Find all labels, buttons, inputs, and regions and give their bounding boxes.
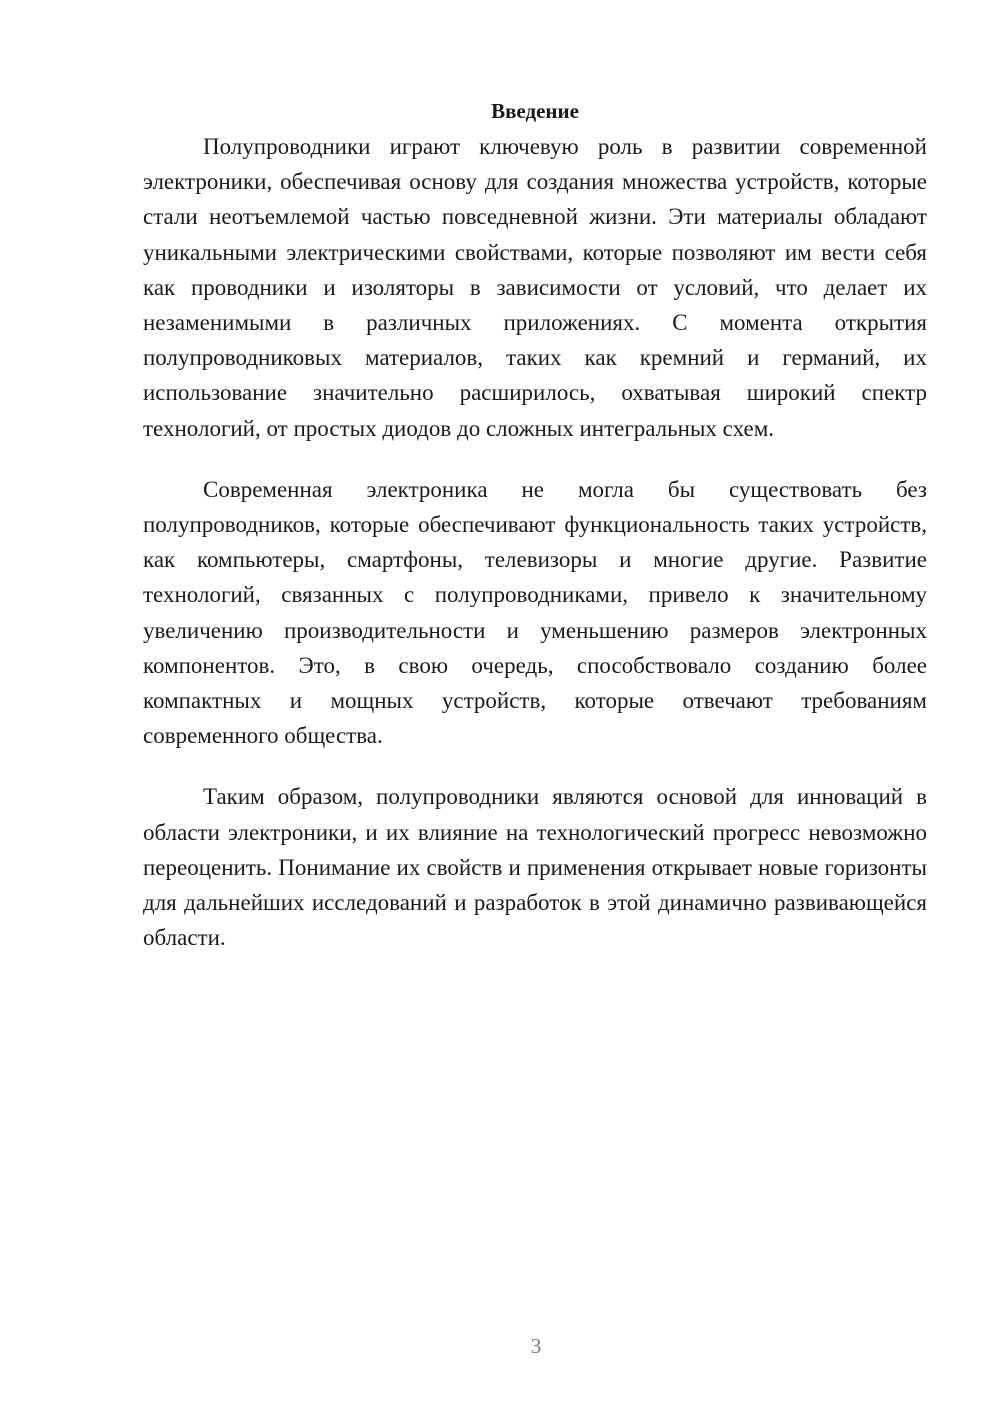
paragraph-spacer	[143, 446, 927, 472]
paragraph-spacer	[143, 753, 927, 779]
paragraph-2: Современная электроника не могла бы существовать без полупроводников, которые обеспечивают функциональность таких устройств, как компьютеры, смартфоны, телевизоры и многие другие. Развитие технологий, связанных с полупроводниками, привело к значительному увеличению производительности и уменьшению размеров электронных компонентов. Это, в свою очередь, способствовало созданию более компактных и мощных устройств, которые отвечают требованиям современного общества.	[143, 476, 927, 749]
page-content	[143, 94, 927, 955]
paragraph-3: Таким образом, полупроводники являются основой для инноваций в области электроники, и их влияние на технологический прогресс невозможно переоценить. Понимание их свойств и применения открывает новые горизонты для дальнейших исследований и разработок в этой динамично развивающейся области.	[143, 784, 927, 951]
page-number: 3	[530, 1334, 542, 1358]
section-heading: Введение	[491, 99, 579, 123]
paragraph-1: Полупроводники играют ключевую роль в развитии современной электроники, обеспечивая основу для создания множества устройств, которые стали неотъемлемой частью повседневной жизни. Эти материалы обладают уникальными электрическими свойствами, которые позволяют им вести себя как проводники и изоляторы в зависимости от условий, что делает их незаменимыми в различных приложениях. С момента открытия полупроводниковых материалов, таких как кремний и германий, их использование значительно расширилось, охватывая широкий спектр технологий, от простых диодов до сложных интегральных схем.	[143, 134, 927, 441]
